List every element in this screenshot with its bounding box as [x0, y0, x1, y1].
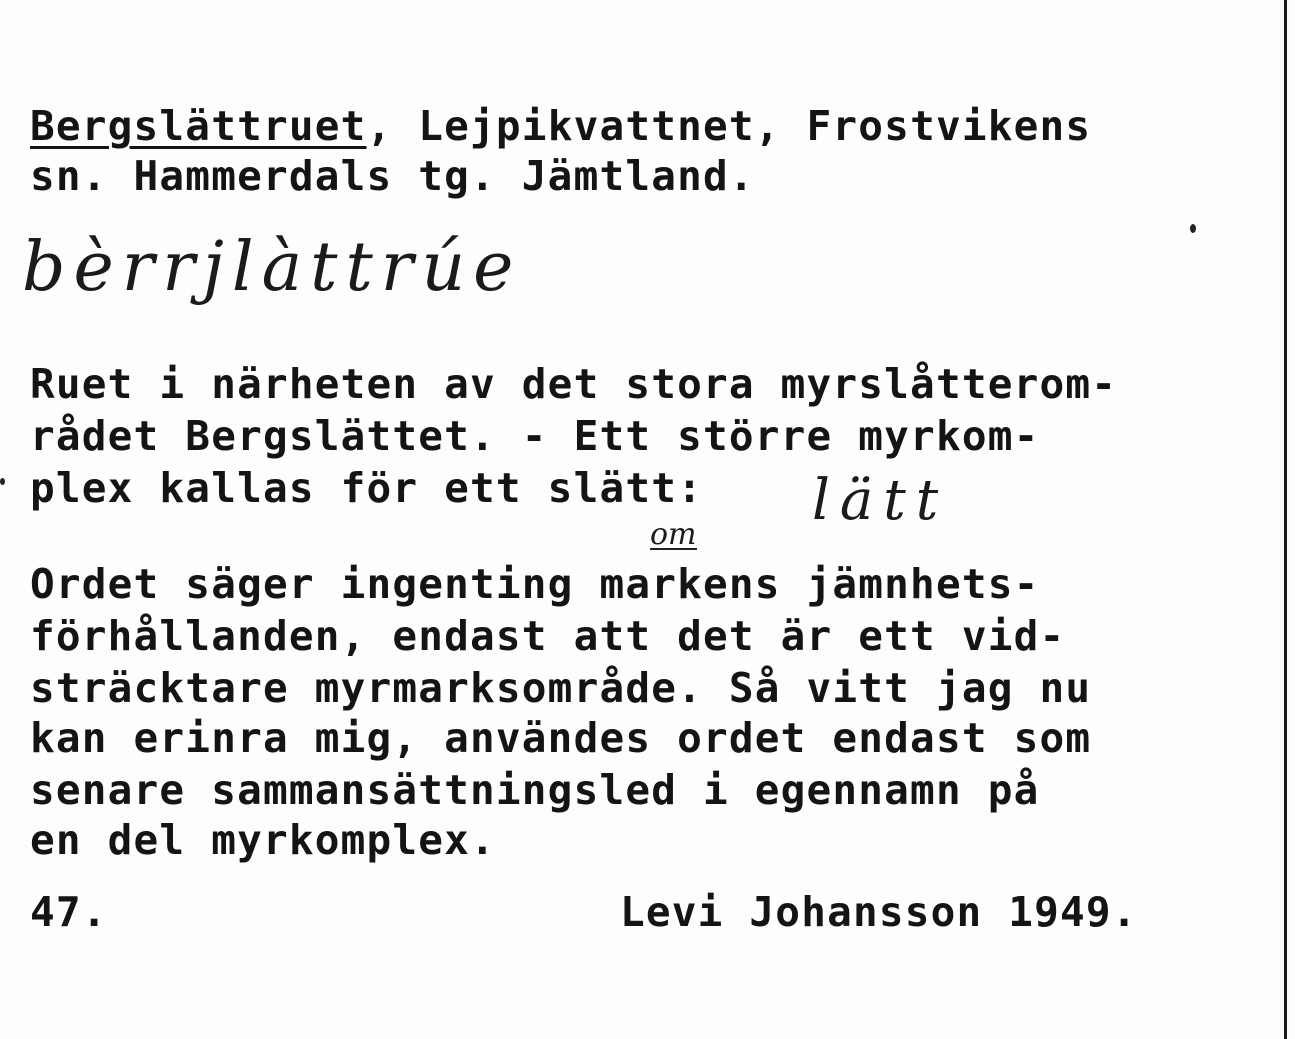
card-number: 47. — [30, 888, 108, 936]
handwritten-pronunciation: bèrrjlàttrúe — [22, 228, 522, 307]
ink-speck — [1190, 224, 1196, 233]
paragraph-2-line-6: en del myrkomplex. — [30, 816, 496, 864]
author-and-year: Levi Johansson 1949. — [620, 888, 1138, 936]
paragraph-1-line-1: Ruet i närheten av det stora myrslåtterom- — [30, 360, 1118, 408]
paragraph-1-line-3: plex kallas för ett slätt: — [30, 464, 703, 512]
heading-location: , Lejpikvattnet, Frostvikens — [366, 102, 1092, 150]
place-name: Bergslättruet — [30, 102, 367, 150]
paragraph-2-line-4: kan erinra mig, användes ordet endast som — [30, 714, 1092, 762]
ink-speck — [0, 478, 5, 485]
handwritten-insertion: om — [650, 517, 697, 552]
paragraph-1-line-2: rådet Bergslättet. - Ett större myrkom- — [30, 412, 1040, 460]
heading-line-1 — [30, 100, 1091, 152]
paragraph-2-line-2: förhållanden, endast att det är ett vid- — [30, 612, 1066, 660]
paragraph-2-line-5: senare sammansättningsled i egennamn på — [30, 766, 1040, 814]
heading-line-2: sn. Hammerdals tg. Jämtland. — [30, 152, 755, 200]
handwritten-slatt: lätt — [812, 468, 949, 533]
card-edge — [1284, 0, 1287, 1039]
paragraph-2-line-3: sträcktare myrmarksområde. Så vitt jag nu — [30, 664, 1092, 712]
paragraph-2-line-1: Ordet säger ingenting markens jämnhets- — [30, 560, 1040, 608]
